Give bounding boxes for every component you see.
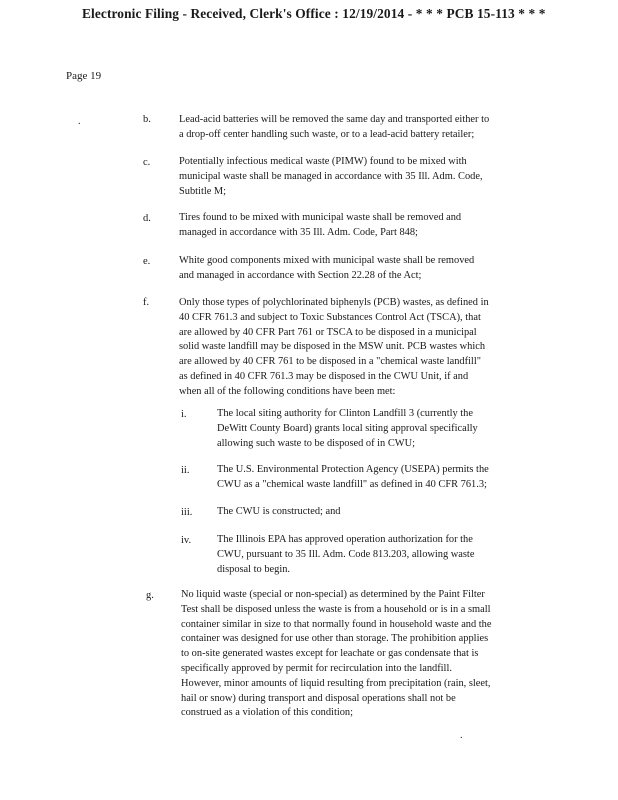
text-line: The U.S. Environmental Protection Agency (USEPA) permits the (217, 464, 489, 475)
item-c-text (179, 155, 483, 199)
item-e-label: e. (143, 256, 151, 267)
text-line: No liquid waste (special or non-special) as determined by the Paint Filter (181, 589, 485, 600)
text-line: The local siting authority for Clinton Landfill 3 (currently the (217, 408, 473, 419)
text-line: are allowed by 40 CFR Part 761 or TSCA to be disposed in a municipal (179, 326, 477, 338)
text-line: as defined in 40 CFR 761.3 may be disposed in the CWU Unit, if and (179, 370, 469, 382)
stray-mark: . (78, 116, 81, 127)
text-line: The Illinois EPA has approved operation authorization for the (217, 534, 473, 545)
filing-header (82, 6, 602, 22)
subitem-iii-text (217, 505, 341, 520)
text-line: The CWU is constructed; and (217, 506, 341, 517)
subitem-i-text (217, 407, 478, 451)
text-line: specifically approved by permit for recirculation into the landfill. (181, 662, 452, 674)
text-line: allowing such waste to be disposed of in CWU; (217, 437, 415, 449)
text-line: construed as a violation of this condition; (181, 707, 353, 719)
item-g-text (181, 588, 492, 721)
text-line: DeWitt County Board) grants local siting approval specifically (217, 422, 478, 434)
stray-mark: . (460, 730, 463, 741)
filing-header-text: Electronic Filing - Received, Clerk's Office : 12/19/2014 - * * * PCB 15-113 * * * (82, 6, 546, 21)
text-line: However, minor amounts of liquid resulting from precipitation (rain, sleet, (181, 677, 491, 689)
text-line: Subtitle M; (179, 185, 227, 197)
text-line: municipal waste shall be managed in accordance with 35 Ill. Adm. Code, (179, 170, 483, 182)
text-line: managed in accordance with 35 Ill. Adm. Code, Part 848; (179, 226, 418, 238)
text-line: hail or snow) during transport and disposal operations shall not be (181, 692, 456, 704)
item-b-text (179, 113, 489, 143)
item-f-text (179, 296, 489, 400)
subitem-ii-text (217, 463, 489, 493)
item-f-label: f. (143, 297, 150, 308)
text-line: container was designed for use other than storage. The prohibition applies (181, 633, 489, 645)
text-line: solid waste landfill may be disposed in the MSW unit. PCB wastes which (179, 341, 486, 353)
text-line: Lead-acid batteries will be removed the same day and transported either to (179, 114, 490, 125)
text-line: CWU as a "chemical waste landfill" as defined in 40 CFR 761.3; (217, 478, 487, 490)
text-line: Only those types of polychlorinated biphenyls (PCB) wastes, as defined in (179, 297, 489, 308)
item-g-label: g. (146, 590, 154, 601)
text-line: when all of the following conditions have been met: (179, 385, 396, 397)
subitem-iv-text (217, 533, 474, 577)
text-line: Potentially infectious medical waste (PIMW) found to be mixed with (179, 156, 467, 167)
subitem-ii-label: ii. (181, 465, 190, 476)
subitem-i-label: i. (181, 409, 187, 420)
text-line: Tires found to be mixed with municipal waste shall be removed and (179, 212, 462, 223)
item-c-label: c. (143, 157, 151, 168)
text-line: container similar in size to that normally found in household waste and the (181, 618, 492, 630)
subitem-iii-label: iii. (181, 507, 193, 518)
text-line: White good components mixed with municipal waste shall be removed (179, 255, 475, 266)
page-number: Page 19 (66, 70, 102, 82)
text-line: 40 CFR 761.3 and subject to Toxic Substances Control Act (TSCA), that (179, 311, 481, 323)
text-line: disposal to begin. (217, 563, 291, 575)
text-line: a drop-off center handling such waste, or to a lead-acid battery retailer; (179, 128, 475, 140)
item-b-label: b. (143, 114, 151, 125)
item-d-label: d. (143, 213, 151, 224)
item-e-text (179, 254, 474, 284)
text-line: are allowed by 40 CFR 761 to be disposed in a "chemical waste landfill" (179, 356, 481, 368)
text-line: and managed in accordance with Section 22.28 of the Act; (179, 269, 422, 281)
text-line: CWU, pursuant to 35 Ill. Adm. Code 813.203, allowing waste (217, 548, 475, 560)
subitem-iv-label: iv. (181, 535, 192, 546)
item-d-text (179, 211, 461, 241)
text-line: Test shall be disposed unless the waste is from a household or is in a small (181, 603, 491, 615)
text-line: to on-site generated wastes except for leachate or gas condensate that is (181, 648, 479, 660)
